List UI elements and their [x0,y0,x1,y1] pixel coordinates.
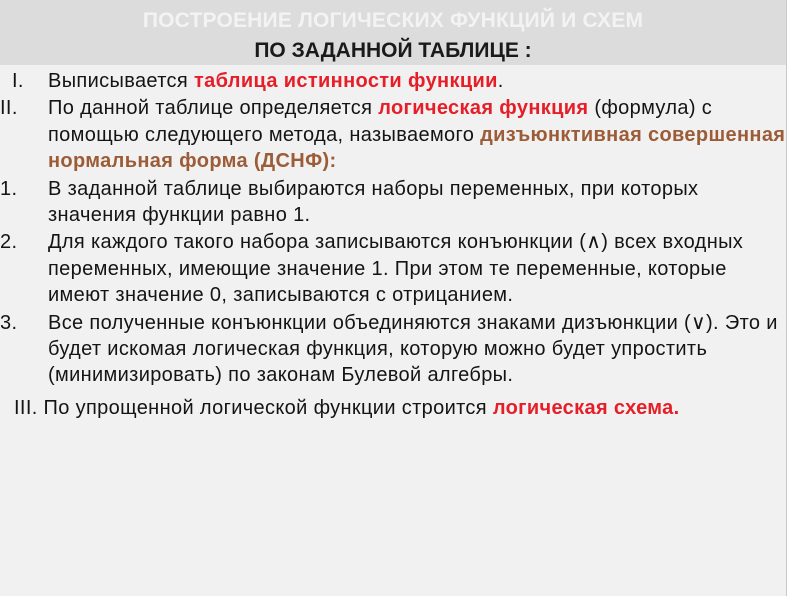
list-marker: 3. [0,311,18,334]
highlight-truth-table: таблица истинности функции [193,70,498,92]
list-item-iii [0,395,786,421]
list-marker: II. [0,97,18,120]
list-item-2 [0,229,786,308]
title-line-2: ПО ЗАДАННОЙ ТАБЛИЦЕ : [254,39,532,62]
highlight-logic-circuit: логическая схема. [492,396,680,419]
highlight-dsnf: дизъюнктивная совершенная нормальная форма (ДСНФ): [48,123,786,173]
list-marker: III. [14,396,38,419]
list-item-ii [0,95,786,174]
list-marker: 1. [0,177,18,200]
item-text: Для каждого такого набора записываются конъюнкции (∧) всех входных переменных, имеющие значение 1. При этом те переменные, которые имеют значение 0, записываются с отрицанием. [48,231,744,307]
list-item-i [0,68,786,94]
item-text-middle: (формула) с помощью следующего метода, называемого [48,97,713,146]
list-item-3 [0,310,786,389]
slide-body [0,68,786,422]
item-text: Выписывается [48,70,194,92]
item-text: По данной таблице определяется [48,97,379,120]
list-marker: 2. [0,231,18,254]
slide-title [0,8,786,64]
list-marker: I. [12,70,24,92]
item-text-end: . [497,70,504,92]
highlight-logic-function: логическая функция [378,97,589,120]
item-text: По упрощенной логической функции строится [37,396,493,419]
title-line-1: ПОСТРОЕНИЕ ЛОГИЧЕСКИХ ФУНКЦИЙ И СХЕМ [142,9,644,32]
item-text: Все полученные конъюнкции объединяются знаками дизъюнкции (∨). Это и будет искомая логическая функция, которую можно будет упростить (минимизировать) по законам Булевой алгебры. [48,311,778,387]
item-text: В заданной таблице выбираются наборы переменных, при которых значения функции равно 1. [48,177,699,227]
list-item-1 [0,176,786,229]
